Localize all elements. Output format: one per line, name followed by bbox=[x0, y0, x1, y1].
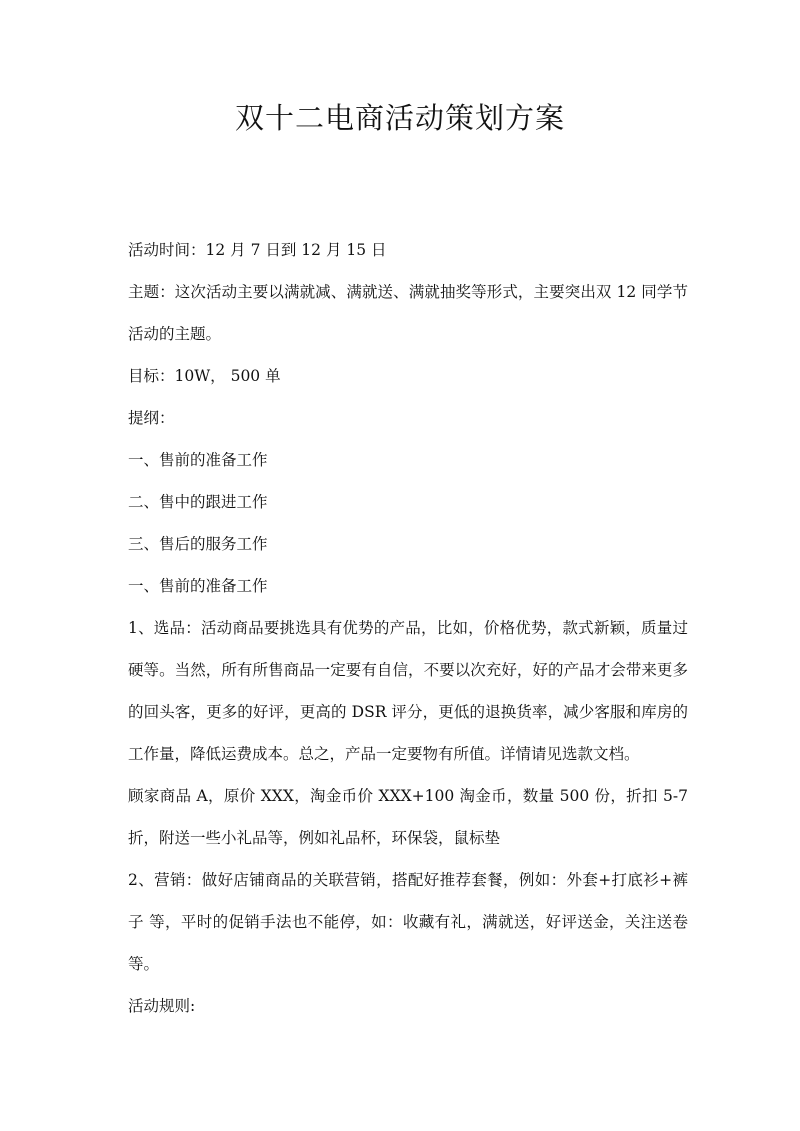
document-body bbox=[118, 229, 688, 1027]
goal-paragraph: 目标：10W， 500 单 bbox=[128, 367, 281, 385]
outline-item-2: 二、售中的跟进工作 bbox=[128, 493, 268, 511]
activity-rules-heading: 活动规则: bbox=[128, 997, 196, 1015]
outline-heading: 提纲： bbox=[128, 409, 175, 427]
section-heading-presale: 一、售前的准备工作 bbox=[128, 577, 268, 595]
outline-item-3: 三、售后的服务工作 bbox=[128, 535, 268, 553]
product-selection-paragraph: 1、选品：活动商品要挑选具有优势的产品，比如，价格优势，款式新颖，质量过硬等。当然，所有所售商品一定要有自信，不要以次充好，好的产品才会带来更多的回头客，更多的好评，更高的 DSR 评分，更低的退换货率，减少客服和库房的工作量，降低运费成本。总之，产品一定要物有所值。详情请见选款文档。 bbox=[128, 619, 688, 763]
marketing-paragraph: 2、营销：做好店铺商品的关联营销，搭配好推荐套餐，例如：外套+打底衫+裤子 等，平时的促销手法也不能停，如：收藏有礼，满就送，好评送金，关注送卷等。 bbox=[128, 871, 688, 973]
theme-paragraph: 主题：这次活动主要以满就减、满就送、满就抽奖等形式，主要突出双 12 同学节活动的主题。 bbox=[128, 283, 688, 343]
activity-time: 活动时间：12 月 7 日到 12 月 15 日 bbox=[128, 241, 387, 259]
product-example-paragraph: 顾家商品 A，原价 XXX，淘金币价 XXX+100 淘金币，数量 500 份，折扣 5-7 折，附送一些小礼品等，例如礼品杯，环保袋，鼠标垫 bbox=[128, 787, 688, 847]
outline-item-1: 一、售前的准备工作 bbox=[128, 451, 268, 469]
document-title: 双十二电商活动策划方案 bbox=[234, 101, 565, 135]
